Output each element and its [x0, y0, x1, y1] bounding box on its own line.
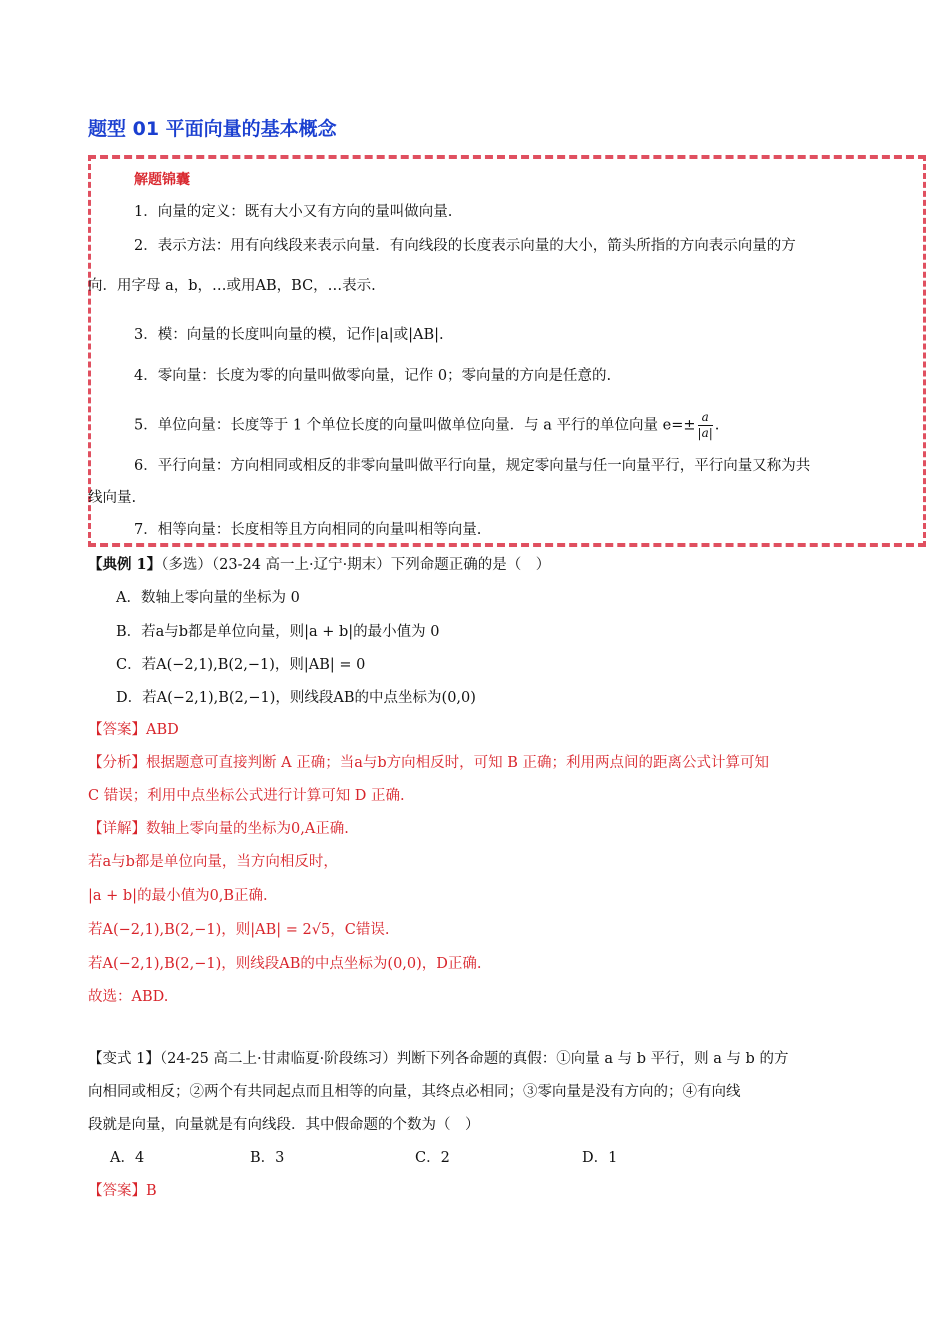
- tip-3: 3．模：向量的长度叫向量的模，记作|a|或|AB|.: [134, 327, 444, 343]
- variant1-text-1: （24-25 高二上·甘肃临夏·阶段练习）判断下列各命题的真假：①向量 a 与 b 平行，则 a 与 b 的方: [159, 1051, 789, 1067]
- variant1-answer-label: 【答案】: [88, 1183, 146, 1199]
- detail-line-3: |a + b|的最小值为0,B正确.: [88, 888, 268, 904]
- analysis-line-2: C 错误；利用中点坐标公式进行计算可知 D 正确.: [88, 788, 405, 804]
- example1-option-d: D．若A(−2,1),B(2,−1)，则线段AB的中点坐标为(0,0): [116, 690, 476, 706]
- tip-2-cont: 向．用字母 a，b，…或用AB，BC，…表示.: [88, 278, 376, 294]
- tip-7: 7．相等向量：长度相等且方向相同的向量叫相等向量.: [134, 522, 482, 538]
- example1-question: [88, 553, 550, 574]
- analysis-line-1: 根据题意可直接判断 A 正确；当a与b方向相反时，可知 B 正确；利用两点间的距离公式计算可知: [146, 755, 769, 771]
- variant1-option-d: D．1: [582, 1150, 618, 1166]
- detail-line-6: 故选：ABD.: [88, 989, 169, 1005]
- variant1-answer-value: B: [146, 1183, 157, 1199]
- detail-line-1: 数轴上零向量的坐标为0,A正确.: [146, 821, 349, 837]
- detail-line-5: 若A(−2,1),B(2,−1)，则线段AB的中点坐标为(0,0)，D正确.: [88, 956, 482, 972]
- variant1-question-line-1: [88, 1047, 788, 1068]
- tip-6-cont: 线向量.: [88, 490, 137, 506]
- example1-analysis: [88, 751, 769, 772]
- tip-6: 6．平行向量：方向相同或相反的非零向量叫做平行向量，规定零向量与任一向量平行，平行向量又称为共: [134, 458, 811, 474]
- example1-answer: [88, 718, 179, 739]
- variant1-label: 【变式 1】: [88, 1051, 160, 1067]
- fraction-denominator: |a|: [697, 426, 713, 440]
- variant1-answer: [88, 1179, 157, 1200]
- fraction-numerator: a: [698, 410, 713, 426]
- section-title: 题型 01 平面向量的基本概念: [88, 118, 337, 140]
- tip-1: 1．向量的定义：既有大小又有方向的量叫做向量.: [134, 204, 453, 220]
- unit-vector-fraction: [698, 410, 713, 441]
- tip-2: 2．表示方法：用有向线段来表示向量．有向线段的长度表示向量的大小，箭头所指的方向表示向量的方: [134, 238, 796, 254]
- example1-text: （多选）（23-24 高一上·辽宁·期末）下列命题正确的是（ ）: [161, 557, 551, 573]
- variant1-question-line-2: 向相同或相反；②两个有共同起点而且相等的向量，其终点必相同；③零向量是没有方向的；④有向线: [88, 1084, 741, 1100]
- answer-value: ABD: [146, 722, 179, 738]
- example1-option-a: A．数轴上零向量的坐标为 0: [116, 590, 300, 606]
- analysis-label: 【分析】: [88, 755, 146, 771]
- tip-5-text: 5．单位向量：长度等于 1 个单位长度的向量叫做单位向量．与 a 平行的单位向量 e=±: [134, 417, 696, 434]
- tip-4: 4．零向量：长度为零的向量叫做零向量，记作 0；零向量的方向是任意的.: [134, 368, 612, 384]
- example1-detail: [88, 817, 349, 838]
- detail-label: 【详解】: [88, 821, 146, 837]
- example1-option-c: C．若A(−2,1),B(2,−1)，则|AB| = 0: [116, 657, 366, 673]
- answer-label: 【答案】: [88, 722, 146, 738]
- tip-5: 5．单位向量：长度等于 1 个单位长度的向量叫做单位向量．与 a 平行的单位向量 e=± $\frac{a}{|a|}$ .: [134, 410, 720, 440]
- variant1-option-b: B．3: [250, 1150, 285, 1166]
- variant1-option-a: A．4: [110, 1150, 145, 1166]
- variant1-option-c: C．2: [415, 1150, 450, 1166]
- detail-line-4: 若A(−2,1),B(2,−1)，则|AB| = 2√5，C错误.: [88, 922, 390, 938]
- detail-line-2: 若a与b都是单位向量，当方向相反时，: [88, 854, 338, 870]
- example1-option-b: B．若a与b都是单位向量，则|a + b|的最小值为 0: [116, 624, 440, 640]
- variant1-question-line-3: 段就是向量，向量就是有向线段．其中假命题的个数为（ ）: [88, 1117, 480, 1133]
- tips-heading: 解题锦囊: [134, 172, 190, 188]
- example1-label: 【典例 1】: [88, 556, 162, 573]
